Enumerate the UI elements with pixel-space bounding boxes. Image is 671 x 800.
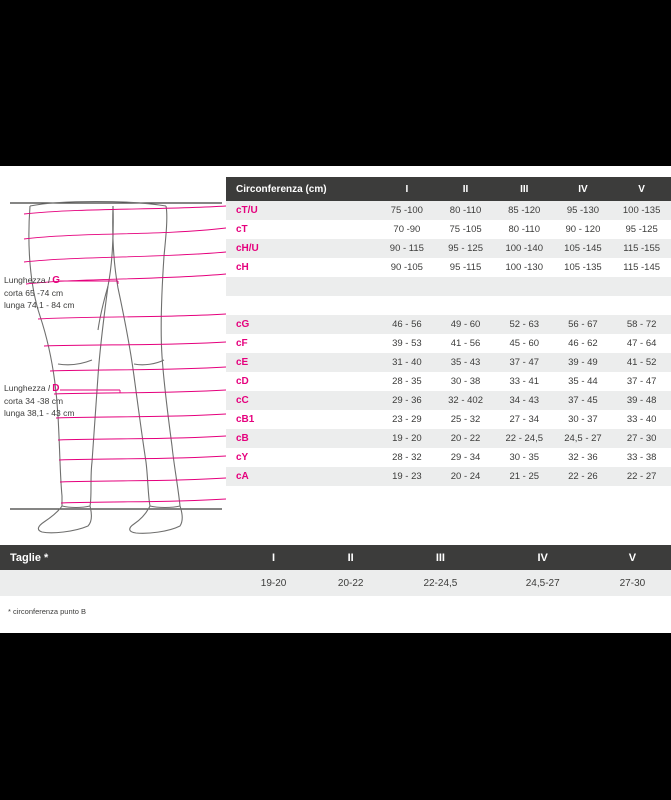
cell <box>436 277 495 296</box>
cell: 20 - 24 <box>436 467 495 486</box>
cell: 20 - 22 <box>436 429 495 448</box>
sizes-header-row <box>0 545 671 570</box>
cell <box>612 277 671 296</box>
row-label: cB <box>226 429 378 448</box>
cell: 32 - 402 <box>436 391 495 410</box>
cell: 28 - 35 <box>378 372 437 391</box>
cell: 23 - 29 <box>378 410 437 429</box>
header-size-5: V <box>612 177 671 201</box>
cell: 30 - 35 <box>495 448 554 467</box>
row-label: cY <box>226 448 378 467</box>
row-label: cT <box>226 220 378 239</box>
cell: 20-22 <box>312 570 389 596</box>
cell: 21 - 25 <box>495 467 554 486</box>
cell: 80 -110 <box>495 220 554 239</box>
cell: 95 -125 <box>612 220 671 239</box>
cell: 28 - 32 <box>378 448 437 467</box>
table-header-row <box>226 177 671 201</box>
cell: 25 - 32 <box>436 410 495 429</box>
cell: 105 -135 <box>554 258 613 277</box>
cell: 34 - 43 <box>495 391 554 410</box>
cell: 33 - 38 <box>612 448 671 467</box>
cell: 24,5-27 <box>492 570 594 596</box>
cell: 27 - 30 <box>612 429 671 448</box>
cell: 29 - 36 <box>378 391 437 410</box>
header-size-4: IV <box>554 177 613 201</box>
cell: 75 -100 <box>378 201 437 220</box>
cell: 52 - 63 <box>495 315 554 334</box>
header-size-3: III <box>389 545 491 570</box>
circumference-table-body <box>226 201 671 486</box>
row-label: cF <box>226 334 378 353</box>
table-row <box>226 467 671 486</box>
cell <box>378 277 437 296</box>
cell: 19 - 23 <box>378 467 437 486</box>
cell: 70 -90 <box>378 220 437 239</box>
table-row <box>226 258 671 277</box>
cell: 19-20 <box>235 570 312 596</box>
length-label-d: Lunghezza l D corta 34 -38 cm lunga 38,1 - 43 cm <box>4 383 75 418</box>
table-row <box>226 448 671 467</box>
cell <box>554 296 613 315</box>
header-size-3: III <box>495 177 554 201</box>
cell: 22 - 27 <box>612 467 671 486</box>
cell: 115 -145 <box>612 258 671 277</box>
header-size-5: V <box>594 545 671 570</box>
circumference-table <box>226 177 671 486</box>
cell: 56 - 67 <box>554 315 613 334</box>
cell: 27-30 <box>594 570 671 596</box>
cell: 47 - 64 <box>612 334 671 353</box>
cell: 95 -115 <box>436 258 495 277</box>
row-label: cG <box>226 315 378 334</box>
table-row <box>226 410 671 429</box>
cell: 41 - 52 <box>612 353 671 372</box>
row-label: cA <box>226 467 378 486</box>
cell: 22-24,5 <box>389 570 491 596</box>
header-size-2: II <box>436 177 495 201</box>
table-row <box>226 334 671 353</box>
cell: 115 -155 <box>612 239 671 258</box>
table-row <box>226 429 671 448</box>
cell: 105 -145 <box>554 239 613 258</box>
sizes-table-head <box>0 545 671 570</box>
cell: 90 -105 <box>378 258 437 277</box>
row-label: cH/U <box>226 239 378 258</box>
cell: 80 -110 <box>436 201 495 220</box>
cell: 30 - 38 <box>436 372 495 391</box>
cell: 35 - 43 <box>436 353 495 372</box>
circumference-table-head <box>226 177 671 201</box>
row-label: cE <box>226 353 378 372</box>
cell: 32 - 36 <box>554 448 613 467</box>
row-label <box>226 296 378 315</box>
table-row <box>226 220 671 239</box>
cell: 90 - 120 <box>554 220 613 239</box>
cell: 100 -130 <box>495 258 554 277</box>
footnote: * circonferenza punto B <box>8 607 86 616</box>
cell: 39 - 53 <box>378 334 437 353</box>
row-label: cC <box>226 391 378 410</box>
cell <box>554 277 613 296</box>
row-label: cD <box>226 372 378 391</box>
table-row <box>226 201 671 220</box>
table-spacer-row <box>226 277 671 296</box>
header-size-4: IV <box>492 545 594 570</box>
cell: 22 - 24,5 <box>495 429 554 448</box>
cell <box>495 277 554 296</box>
table-row <box>0 570 671 596</box>
cell: 39 - 49 <box>554 353 613 372</box>
cell: 100 -135 <box>612 201 671 220</box>
cell: 33 - 41 <box>495 372 554 391</box>
length-label-g: Lunghezza l G corta 65 -74 cm lunga 74,1 - 84 cm <box>4 275 75 310</box>
header-sizes: Taglie * <box>0 545 235 570</box>
cell: 46 - 62 <box>554 334 613 353</box>
sizes-table-body <box>0 570 671 596</box>
cell: 37 - 47 <box>495 353 554 372</box>
cell: 75 -105 <box>436 220 495 239</box>
cell: 85 -120 <box>495 201 554 220</box>
cell: 90 - 115 <box>378 239 437 258</box>
header-size-2: II <box>312 545 389 570</box>
row-label: cT/U <box>226 201 378 220</box>
cell: 31 - 40 <box>378 353 437 372</box>
table-row <box>226 391 671 410</box>
cell: 22 - 26 <box>554 467 613 486</box>
cell: 95 -130 <box>554 201 613 220</box>
table-row <box>226 353 671 372</box>
sizes-table <box>0 545 671 596</box>
cell: 33 - 40 <box>612 410 671 429</box>
row-label: cB1 <box>226 410 378 429</box>
size-chart-page <box>0 166 671 633</box>
cell <box>612 296 671 315</box>
table-row <box>226 315 671 334</box>
cell: 45 - 60 <box>495 334 554 353</box>
cell: 49 - 60 <box>436 315 495 334</box>
cell: 39 - 48 <box>612 391 671 410</box>
cell: 27 - 34 <box>495 410 554 429</box>
leg-diagram <box>0 166 226 566</box>
cell: 19 - 20 <box>378 429 437 448</box>
header-size-1: I <box>235 545 312 570</box>
cell: 30 - 37 <box>554 410 613 429</box>
cell: 29 - 34 <box>436 448 495 467</box>
cell <box>436 296 495 315</box>
cell <box>495 296 554 315</box>
table-row <box>226 372 671 391</box>
cell: 37 - 45 <box>554 391 613 410</box>
table-row <box>226 239 671 258</box>
table-spacer-row <box>226 296 671 315</box>
cell: 46 - 56 <box>378 315 437 334</box>
row-label: cH <box>226 258 378 277</box>
header-size-1: I <box>378 177 437 201</box>
cell: 58 - 72 <box>612 315 671 334</box>
cell <box>0 570 235 596</box>
cell: 24,5 - 27 <box>554 429 613 448</box>
cell <box>378 296 437 315</box>
leg-diagram-svg <box>0 166 226 566</box>
cell: 100 -140 <box>495 239 554 258</box>
header-circumference: Circonferenza (cm) <box>226 177 378 201</box>
cell: 37 - 47 <box>612 372 671 391</box>
cell: 41 - 56 <box>436 334 495 353</box>
cell: 95 - 125 <box>436 239 495 258</box>
cell: 35 - 44 <box>554 372 613 391</box>
row-label <box>226 277 378 296</box>
